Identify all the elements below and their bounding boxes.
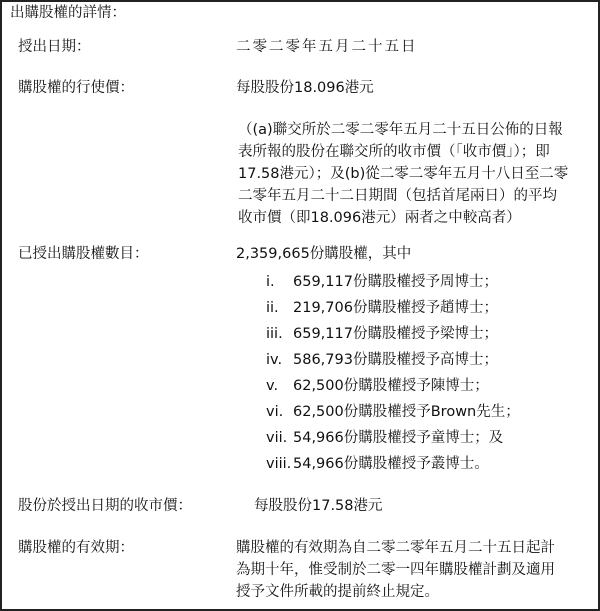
grant-item-number: ii. xyxy=(266,300,279,316)
note-line: 二零年五月二十二日期間（包括首尾兩日）的平均 xyxy=(238,188,557,204)
grant-item-number: i. xyxy=(266,274,275,290)
exercise-price-label: 購股權的行使價： xyxy=(18,80,134,96)
options-granted-value: 2,359,665份購股權，其中 xyxy=(236,246,412,262)
closing-price-label: 股份於授出日期的收市價： xyxy=(18,498,192,514)
exercise-price-value: 每股股份18.096港元 xyxy=(236,80,374,96)
grant-date-label: 授出日期： xyxy=(18,39,91,55)
validity-line: 為期十年，惟受制於二零一四年購股權計劃及適用 xyxy=(236,562,555,578)
grant-item-number: vi. xyxy=(266,404,284,420)
note-line: 收市價（即18.096港元）兩者之中較高者） xyxy=(238,210,521,226)
validity-line: 購股權的有效期為自二零二零年五月二十五日起計 xyxy=(236,540,555,556)
note-line: 17.58港元）；及(b)從二零二零年五月十八日至二零 xyxy=(238,166,569,182)
validity-line: 授予文件所載的提前終止規定。 xyxy=(236,584,439,600)
grant-item-text: 62,500份購股權授予Brown先生； xyxy=(293,404,520,420)
grant-item-number: v. xyxy=(266,378,279,394)
validity-label: 購股權的有效期： xyxy=(18,540,134,556)
options-granted-label: 已授出購股權數目： xyxy=(18,246,149,262)
grant-item-number: iii. xyxy=(266,326,283,342)
section-title: 出購股權的詳情： xyxy=(10,5,126,21)
grant-item-text: 54,966份購股權授予童博士；及 xyxy=(293,430,504,446)
exercise-price-note xyxy=(238,119,568,229)
grant-date-value: 二零二零年五月二十五日 xyxy=(236,39,418,55)
grant-item-text: 62,500份購股權授予陳博士； xyxy=(293,378,489,394)
validity-text xyxy=(236,537,555,603)
grant-item-text: 586,793份購股權授予高博士； xyxy=(293,352,498,368)
grant-item-number: viii. xyxy=(266,456,292,472)
note-line: 表所報的股份在聯交所的收市價（「收市價」）；即 xyxy=(238,144,550,160)
grant-item-text: 219,706份購股權授予趙博士； xyxy=(293,300,498,316)
grant-item-text: 659,117份購股權授予周博士； xyxy=(293,274,498,290)
grant-item-number: iv. xyxy=(266,352,283,368)
grant-item-text: 659,117份購股權授予梁博士； xyxy=(293,326,498,342)
closing-price-value: 每股股份17.58港元 xyxy=(254,498,383,514)
note-line: （(a)聯交所於二零二零年五月二十五日公佈的日報 xyxy=(238,122,563,138)
grant-item-number: vii. xyxy=(266,430,288,446)
grant-item-text: 54,966份購股權授予叢博士。 xyxy=(293,456,489,472)
